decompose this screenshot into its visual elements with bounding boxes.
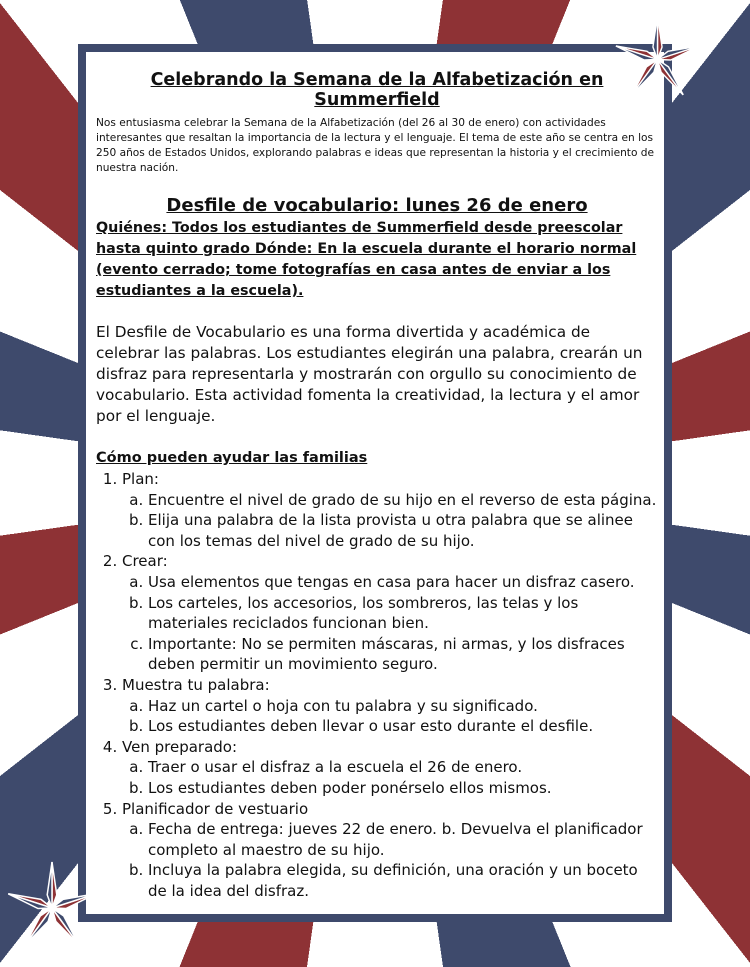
step-label: Plan: xyxy=(122,470,159,488)
event-description: El Desfile de Vocabulario es una forma divertida y académica de celebrar las palabras. Los estudiantes elegirán una palabra, crearán un disfraz para representarla y mostrarán con orgullo su conocimiento de vocabulario. Esta actividad fomenta la creatividad, la lectura y el amor por el lenguaje. xyxy=(96,323,643,425)
event-heading: Desfile de vocabulario: lunes 26 de enero xyxy=(166,195,588,216)
star-icon xyxy=(2,858,102,958)
steps-list xyxy=(96,469,658,901)
sub-step-item: a. Usa elementos que tengas en casa para hacer un disfraz casero. xyxy=(148,572,658,593)
step-label: Muestra tu palabra: xyxy=(122,675,270,694)
step-item xyxy=(122,675,658,737)
step-label: Ven preparado: xyxy=(122,737,238,756)
step-item xyxy=(122,799,658,902)
sub-step-item: b. Incluya la palabra elegida, su definición, una oración y un boceto de la idea del disfraz. xyxy=(148,860,658,901)
flyer-content xyxy=(96,70,658,901)
step-label: Crear: xyxy=(122,552,168,571)
help-heading: Cómo pueden ayudar las familias xyxy=(96,450,368,466)
flyer-title: Celebrando la Semana de la Alfabetización en Summerfield xyxy=(150,70,604,110)
sub-step-item: b. Los estudiantes deben poder ponérselo ellos mismos. xyxy=(148,778,658,799)
star-icon xyxy=(610,12,705,107)
sub-step-item: a. Encuentre el nivel de grado de su hijo en el reverso de esta página. xyxy=(148,490,658,511)
intro-paragraph: Nos entusiasma celebrar la Semana de la Alfabetización (del 26 al 30 de enero) con actividades interesantes que resaltan la importancia de la lectura y el lenguaje. El tema de este año se centra en los 250 años de Estados Unidos, explorando palabras e ideas que representan la historia y el crecimiento de nuestra nación. xyxy=(96,117,655,174)
flyer-frame xyxy=(78,44,672,922)
step-item xyxy=(122,737,658,799)
who-where: Quiénes: Todos los estudiantes de Summerfield desde preescolar hasta quinto grado Dónde: En la escuela durante el horario normal (evento cerrado; tome fotografías en casa antes de enviar a los estudiantes a la escuela). xyxy=(96,220,637,299)
step-item xyxy=(122,551,658,675)
sub-step-item: b. Los estudiantes deben llevar o usar esto durante el desfile. xyxy=(148,716,658,737)
sub-step-item: b. Los carteles, los accesorios, los sombreros, las telas y los materiales reciclados funcionan bien. xyxy=(148,593,658,634)
sub-step-item: c. Importante: No se permiten máscaras, ni armas, y los disfraces deben permitir un movimiento seguro. xyxy=(148,634,658,675)
step-label: Planificador de vestuario xyxy=(122,799,309,818)
step-item xyxy=(122,469,658,551)
sub-step-item: a. Haz un cartel o hoja con tu palabra y su significado. xyxy=(148,696,658,717)
sub-step-item: a. Traer o usar el disfraz a la escuela el 26 de enero. xyxy=(148,757,658,778)
sub-step-item: a. Fecha de entrega: jueves 22 de enero. b. Devuelva el planificador completo al maestro de su hijo. xyxy=(148,819,658,860)
sub-step-item: b. Elija una palabra de la lista provista u otra palabra que se alinee con los temas del nivel de grado de su hijo. xyxy=(148,510,658,551)
